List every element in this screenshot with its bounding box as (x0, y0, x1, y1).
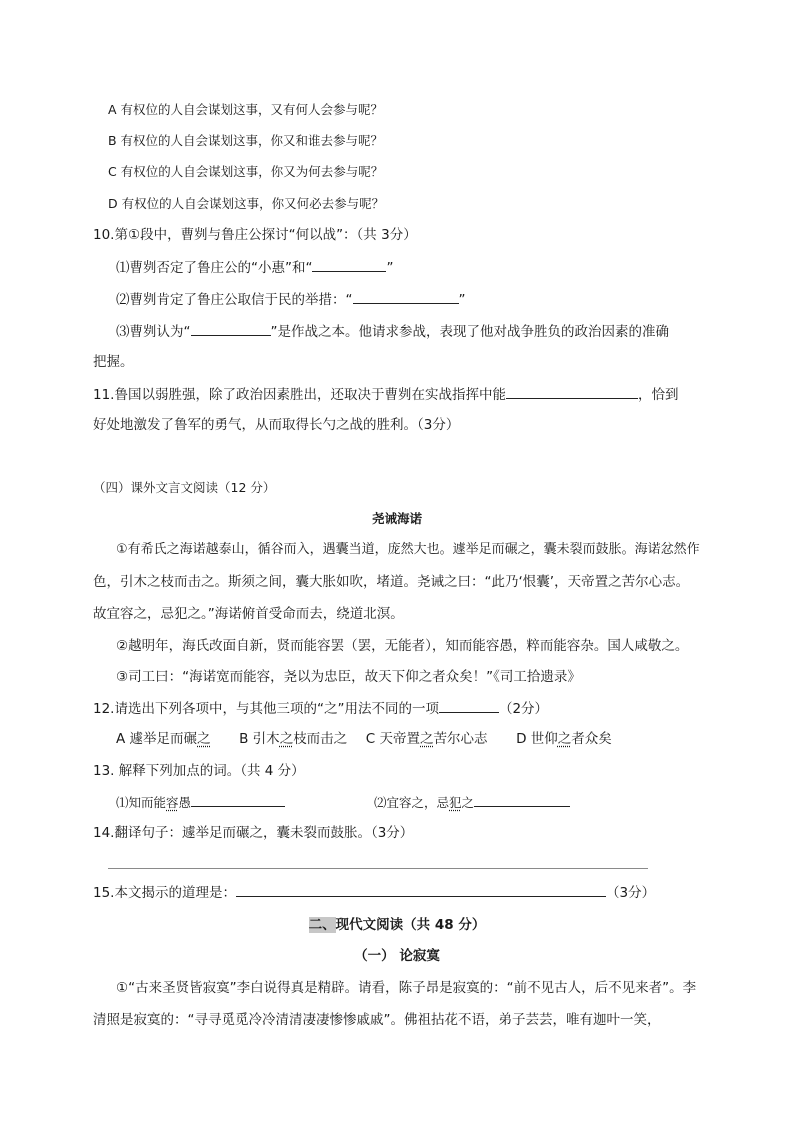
q9-option-a: A 有权位的人自会谋划这事，又有何人会参与呢？ (108, 102, 384, 117)
q12-option-c: C 天帝置之苦尔心志 (365, 731, 488, 747)
section4-para2: ②越明年，海氏改面自新，贤而能容罢（罢，无能者），知而能容愚，粹而能容杂。国人咸敬之。 (116, 638, 689, 654)
q15-stem: 15.本文揭示的道理是： （3分） (93, 882, 655, 903)
q13-stem: 13. 解释下列加点的词。（共 4 分） (93, 763, 305, 779)
q10-blank-2[interactable] (353, 289, 459, 304)
q9-option-b: B 有权位的人自会谋划这事，你又和谁去参与呢？ (108, 133, 384, 148)
q12-stem: 12.请选出下列各项中，与其他三项的“之”用法不同的一项 （2分） (93, 698, 548, 719)
q12-option-d: D 世仰之者众矣 (516, 731, 612, 747)
q10-item-2: ⑵曹刿肯定了鲁庄公取信于民的举措：“ ” (116, 289, 466, 310)
q13-item-1: ⑴知而能容愚 (116, 792, 285, 813)
q9-option-d: D 有权位的人自会谋划这事，你又何必去参与呢？ (108, 196, 385, 211)
section4-para1-line1: ①有希氏之海诺越泰山，循谷而入，遇囊当道，庞然大也。遽举足而碾之，囊未裂而鼓胀。海诺忿然作 (116, 542, 700, 557)
part2-para1-line1: ①“古来圣贤皆寂寞”李白说得真是精辟。请看，陈子昂是寂寞的：“前不见古人，后不见来者”。李 (116, 980, 697, 996)
section4-para1-line3: 故宜容之，忌犯之。”海诺俯首受命而去，绕道北溟。 (93, 606, 404, 622)
q15-blank[interactable] (236, 882, 606, 897)
part2-heading: 二、现代文阅读（共 48 分） (308, 917, 486, 933)
section4-para1-line2: 色，引木之枝而击之。斯须之间，囊大胀如吹，堵道。尧诫之曰：“此乃‘恨囊’，天帝置之苦尔心志。 (93, 574, 690, 590)
q11-line-2: 好处地激发了鲁军的勇气，从而取得长勺之战的胜利。（3分） (93, 417, 460, 433)
q12-blank[interactable] (439, 698, 499, 713)
part2-para1-line2: 清照是寂寞的：“寻寻觅觅冷冷清清凄凄惨惨戚戚”。佛祖拈花不语，弟子芸芸，唯有迦叶一笑， (93, 1012, 661, 1028)
q14-answer-line[interactable] (108, 868, 648, 869)
q12-option-b: B 引木之枝而击之 (239, 731, 348, 747)
q10-blank-1[interactable] (312, 257, 386, 272)
q10-item-3-cont: 把握。 (93, 354, 134, 370)
section4-title: 尧诫海诺 (371, 511, 422, 526)
q13-blank-2[interactable] (474, 792, 570, 807)
q13-blank-1[interactable] (191, 792, 285, 807)
q12-option-a: A 遽举足而碾之 (116, 731, 211, 747)
section4-para3: ③司工曰：“海诺宽而能容，尧以为忠臣，故天下仰之者众矣！”《司工拾遗录》 (116, 669, 581, 685)
q10-stem: 10.第①段中，曹刿与鲁庄公探讨“何以战”：（共 3分） (93, 227, 417, 243)
q12-options (116, 729, 612, 749)
section4-heading: （四）课外文言文阅读（12 分） (93, 480, 276, 495)
q11-blank[interactable] (506, 384, 638, 399)
q10-item-1: ⑴曹刿否定了鲁庄公的“小惠”和“ ” (116, 257, 393, 278)
q11-line-1: 11.鲁国以弱胜强，除了政治因素胜出，还取决于曹刿在实战指挥中能 ，恰到 (93, 384, 678, 405)
q9-option-c: C 有权位的人自会谋划这事，你又为何去参与呢？ (108, 164, 384, 179)
part2-subheading: （一） 论寂寞 (354, 948, 440, 964)
q13-item-2: ⑵宜容之，忌犯之 (374, 792, 570, 813)
q10-blank-3[interactable] (191, 321, 271, 336)
q10-item-3: ⑶曹刿认为“ ”是作战之本。他请求参战，表现了他对战争胜负的政治因素的准确 (116, 321, 669, 342)
q14-stem: 14.翻译句子：遽举足而碾之，囊未裂而鼓胀。（3分） (93, 825, 414, 841)
